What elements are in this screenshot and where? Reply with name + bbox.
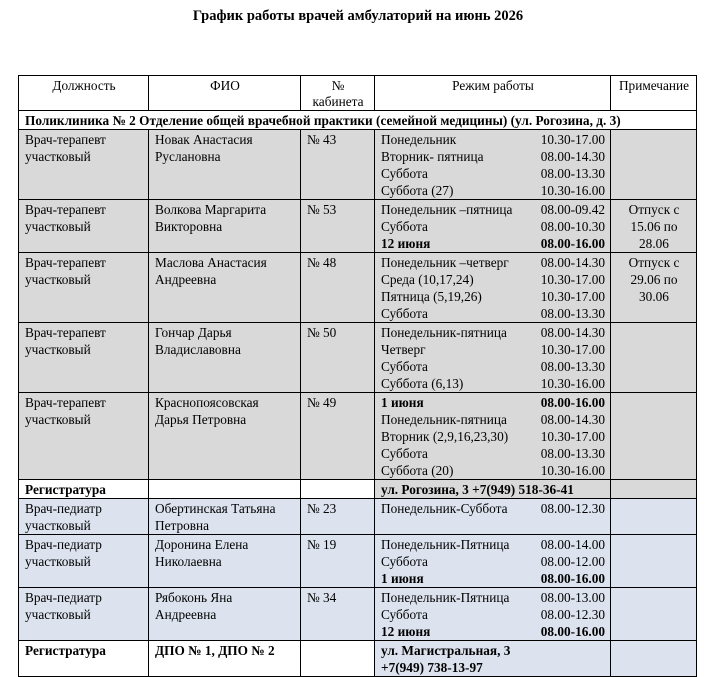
schedule-time: 08.00-14.30 <box>540 149 605 164</box>
schedule-line <box>381 305 605 322</box>
schedule-time: 08.00-13.00 <box>540 590 605 605</box>
position-cell: Врач-педиатр участковый <box>19 588 149 641</box>
schedule-cell <box>375 130 611 200</box>
schedule-line <box>381 623 605 640</box>
schedule-time: 10.30-17.00 <box>540 272 605 287</box>
schedule-line <box>381 589 605 606</box>
table-row <box>19 323 697 393</box>
schedule-day: Суббота (20) <box>381 463 454 478</box>
schedule-time: 08.00-14.30 <box>540 325 605 340</box>
schedule-cell <box>375 393 611 480</box>
schedule-time: 10.30-17.00 <box>540 429 605 444</box>
schedule-time: 08.00-14.30 <box>540 412 605 427</box>
schedule-line <box>381 570 605 587</box>
schedule-time: 10.30-17.00 <box>540 342 605 357</box>
section-title: Поликлиника № 2 Отделение общей врачебной практики (семейной медицины) (ул. Рогозина, д. 3) <box>19 111 697 130</box>
schedule-line <box>381 324 605 341</box>
schedule-line <box>381 201 605 218</box>
schedule-time: 08.00-13.30 <box>540 166 605 181</box>
doctor-name-cell: Краснопоясовская Дарья Петровна <box>149 393 301 480</box>
registry-row <box>19 480 697 499</box>
schedule-day: Суббота <box>381 306 428 321</box>
table-row <box>19 588 697 641</box>
position-cell: Врач-терапевт участковый <box>19 393 149 480</box>
note-cell <box>611 323 697 393</box>
position-cell: Врач-терапевт участковый <box>19 130 149 200</box>
schedule-time: 10.30-17.00 <box>540 289 605 304</box>
schedule-day: Понедельник-пятница <box>381 412 507 427</box>
doctor-name-cell: Рябоконь Яна Андреевна <box>149 588 301 641</box>
position-cell: Врач-педиатр участковый <box>19 499 149 535</box>
room-cell: № 43 <box>301 130 375 200</box>
schedule-line <box>381 394 605 411</box>
schedule-time: 08.00-13.30 <box>540 359 605 374</box>
schedule-day: Четверг <box>381 342 426 357</box>
schedule-line <box>381 341 605 358</box>
room-cell: № 53 <box>301 200 375 253</box>
registry-contact <box>375 641 611 677</box>
schedule-line <box>381 148 605 165</box>
registry-unit: ДПО № 1, ДПО № 2 <box>149 641 301 677</box>
doctor-name-cell: Новак Анастасия Руслановна <box>149 130 301 200</box>
schedule-day: Суббота (27) <box>381 183 454 198</box>
schedule-cell <box>375 253 611 323</box>
schedule-line <box>381 553 605 570</box>
schedule-line <box>381 428 605 445</box>
schedule-day: 1 июня <box>381 395 424 410</box>
section-row-polyclinic <box>19 111 697 130</box>
schedule-line <box>381 445 605 462</box>
room-cell: № 48 <box>301 253 375 323</box>
registry-row <box>19 641 697 677</box>
schedule-time: 08.00-16.00 <box>540 395 605 410</box>
doctor-name-cell: Маслова Анастасия Андреевна <box>149 253 301 323</box>
schedule-cell <box>375 588 611 641</box>
schedule-day: Понедельник-Пятница <box>381 590 510 605</box>
schedule-day: Суббота <box>381 359 428 374</box>
schedule-time: 10.30-17.00 <box>540 132 605 147</box>
position-cell: Врач-терапевт участковый <box>19 200 149 253</box>
schedule-day: Суббота <box>381 607 428 622</box>
schedule-line <box>381 606 605 623</box>
schedule-line <box>381 165 605 182</box>
doctor-name-cell: Гончар Дарья Владиславовна <box>149 323 301 393</box>
schedule-line <box>381 375 605 392</box>
table-row <box>19 200 697 253</box>
schedule-day: Понедельник <box>381 132 457 147</box>
position-cell: Врач-терапевт участковый <box>19 323 149 393</box>
table-row <box>19 130 697 200</box>
note-cell: Отпуск с 29.06 по 30.06 <box>611 253 697 323</box>
schedule-day: Понедельник –четверг <box>381 255 509 270</box>
schedule-day: Вторник- пятница <box>381 149 484 164</box>
schedule-time: 08.00-14.00 <box>540 537 605 552</box>
empty-cell <box>149 480 301 499</box>
schedule-time: 08.00-13.30 <box>540 446 605 461</box>
registry-contact: ул. Рогозина, 3 +7(949) 518-36-41 <box>375 480 611 499</box>
note-cell <box>611 535 697 588</box>
empty-cell <box>301 641 375 677</box>
table-row <box>19 393 697 480</box>
schedule-line <box>381 411 605 428</box>
schedule-time: 08.00-12.30 <box>540 607 605 622</box>
schedule-time: 08.00-16.00 <box>540 571 605 586</box>
schedule-day: Понедельник-Суббота <box>381 501 508 516</box>
schedule-table <box>18 75 697 677</box>
schedule-day: Понедельник-Пятница <box>381 537 510 552</box>
schedule-line <box>381 271 605 288</box>
table-header-row <box>19 76 697 111</box>
doctor-name-cell: Волкова Маргарита Викторовна <box>149 200 301 253</box>
room-cell: № 49 <box>301 393 375 480</box>
schedule-line <box>381 218 605 235</box>
schedule-time: 10.30-16.00 <box>540 376 605 391</box>
note-cell <box>611 588 697 641</box>
header-schedule: Режим работы <box>375 76 611 111</box>
table-row <box>19 535 697 588</box>
note-cell <box>611 499 697 535</box>
schedule-time: 10.30-16.00 <box>540 183 605 198</box>
schedule-line <box>381 500 605 517</box>
schedule-day: Понедельник-пятница <box>381 325 507 340</box>
schedule-time: 10.30-16.00 <box>540 463 605 478</box>
schedule-day: Суббота <box>381 554 428 569</box>
schedule-day: Пятница (5,19,26) <box>381 289 482 304</box>
schedule-line <box>381 182 605 199</box>
schedule-cell <box>375 499 611 535</box>
schedule-day: Суббота <box>381 219 428 234</box>
empty-cell <box>301 480 375 499</box>
empty-cell <box>611 641 697 677</box>
schedule-day: Вторник (2,9,16,23,30) <box>381 429 509 444</box>
schedule-time: 08.00-12.30 <box>540 501 605 516</box>
schedule-line <box>381 358 605 375</box>
room-cell: № 23 <box>301 499 375 535</box>
schedule-time: 08.00-16.00 <box>540 236 605 251</box>
doctor-name-cell: Обертинская Татьяна Петровна <box>149 499 301 535</box>
header-note: Примечание <box>611 76 697 111</box>
position-cell: Врач-педиатр участковый <box>19 535 149 588</box>
schedule-day: 1 июня <box>381 571 424 586</box>
schedule-time: 08.00-12.00 <box>540 554 605 569</box>
header-position: Должность <box>19 76 149 111</box>
registry-label: Регистратура <box>19 480 149 499</box>
schedule-line <box>381 235 605 252</box>
schedule-cell <box>375 535 611 588</box>
note-cell: Отпуск с 15.06 по 28.06 <box>611 200 697 253</box>
schedule-day: Суббота (6,13) <box>381 376 464 391</box>
schedule-day: Среда (10,17,24) <box>381 272 474 287</box>
schedule-time: 08.00-16.00 <box>540 624 605 639</box>
header-name: ФИО <box>149 76 301 111</box>
room-cell: № 19 <box>301 535 375 588</box>
schedule-line <box>381 462 605 479</box>
header-room: № кабинета <box>301 76 375 111</box>
schedule-day: Суббота <box>381 446 428 461</box>
table-row <box>19 499 697 535</box>
schedule-line <box>381 254 605 271</box>
schedule-time: 08.00-14.30 <box>540 255 605 270</box>
registry-label: Регистратура <box>19 641 149 677</box>
schedule-day: Понедельник –пятница <box>381 202 513 217</box>
schedule-day: 12 июня <box>381 624 431 639</box>
position-cell: Врач-терапевт участковый <box>19 253 149 323</box>
note-cell <box>611 393 697 480</box>
registry-phone: +7(949) 738-13-97 <box>381 660 483 675</box>
empty-cell <box>611 480 697 499</box>
note-cell <box>611 130 697 200</box>
schedule-day: 12 июня <box>381 236 431 251</box>
schedule-time: 08.00-09.42 <box>540 202 605 217</box>
registry-address: ул. Магистральная, 3 <box>381 643 511 658</box>
room-cell: № 34 <box>301 588 375 641</box>
schedule-day: Суббота <box>381 166 428 181</box>
document-title: График работы врачей амбулаторий на июнь 2026 <box>192 8 524 24</box>
doctor-name-cell: Доронина Елена Николаевна <box>149 535 301 588</box>
schedule-cell <box>375 200 611 253</box>
schedule-line <box>381 288 605 305</box>
schedule-line <box>381 536 605 553</box>
schedule-time: 08.00-10.30 <box>540 219 605 234</box>
schedule-line <box>381 131 605 148</box>
table-row <box>19 253 697 323</box>
schedule-time: 08.00-13.30 <box>540 306 605 321</box>
schedule-cell <box>375 323 611 393</box>
room-cell: № 50 <box>301 323 375 393</box>
